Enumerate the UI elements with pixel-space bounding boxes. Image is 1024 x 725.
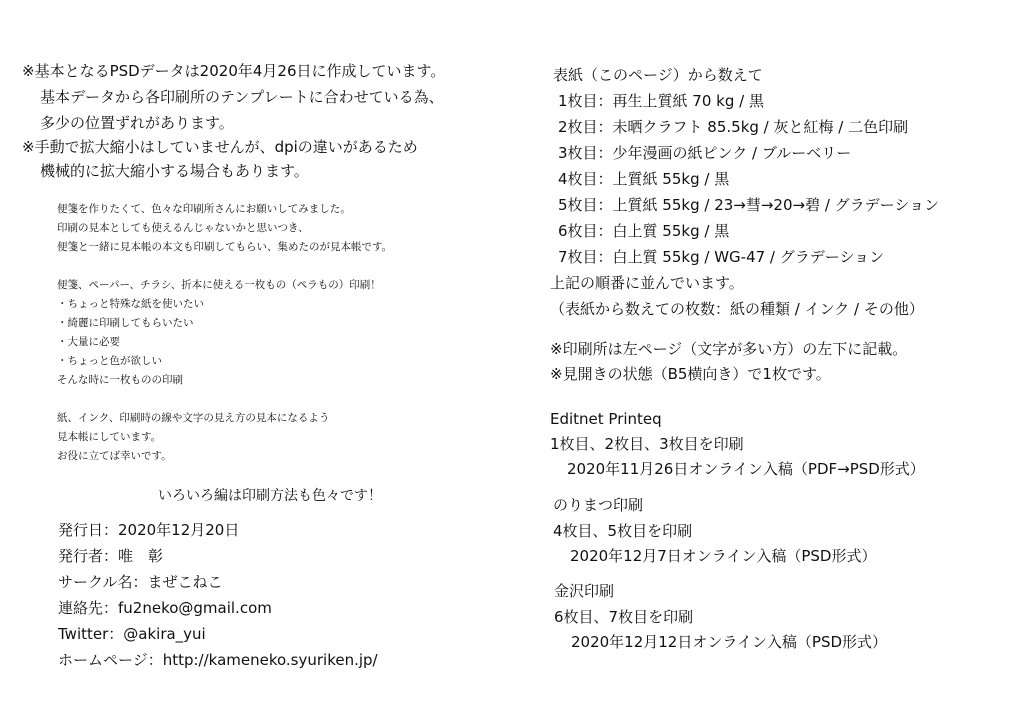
intro-line: 見本帳にしています。 <box>57 431 162 443</box>
intro-line: 印刷の見本としても使えるんじゃないかと思いつき、 <box>57 222 309 234</box>
intro-line: ・ちょっと色が欲しい <box>57 355 162 367</box>
note-line: ※手動で拡大縮小はしていませんが、dpiの違いがあるため <box>22 138 418 156</box>
sheet-item: 3枚目：少年漫画の紙ピンク / ブルーベリー <box>558 144 852 162</box>
printer-detail: 2020年11月26日オンライン入稿（PDF→PSD形式） <box>567 460 925 478</box>
intro-line: お役に立てば幸いです。 <box>57 450 172 462</box>
intro-spacer <box>57 390 392 409</box>
printer-sheets: 4枚目、5枚目を印刷 <box>553 522 693 540</box>
print-note: ※見開きの状態（B5横向き）で1枚です。 <box>550 365 831 383</box>
printer-detail: 2020年12月7日オンライン入稿（PSD形式） <box>570 547 877 565</box>
series-note: いろいろ編は印刷方法も色々です！ <box>158 488 382 504</box>
printer-sheets: 1枚目、2枚目、3枚目を印刷 <box>550 435 744 453</box>
note-line: 基本データから各印刷所のテンプレートに合わせている為、 <box>40 88 444 106</box>
colophon-date: 発行日：2020年12月20日 <box>58 521 240 539</box>
note-line: ※基本となるPSDデータは2020年4月26日に作成しています。 <box>22 62 446 80</box>
colophon-contact: 連絡先：fu2neko@gmail.com <box>58 599 272 617</box>
printer-name: Editnet Printeq <box>550 410 662 428</box>
colophon-twitter: Twitter：@akira_yui <box>58 625 206 643</box>
printer-detail: 2020年12月12日オンライン入稿（PSD形式） <box>571 633 888 651</box>
printer-sheets: 6枚目、7枚目を印刷 <box>554 608 694 626</box>
colophon-publisher: 発行者：唯 彰 <box>58 547 164 565</box>
colophon-homepage: ホームページ：http://kameneko.syuriken.jp/ <box>58 651 378 669</box>
intro-line: ・大量に必要 <box>57 336 120 348</box>
intro-line: ・綺麗に印刷してもらいたい <box>57 317 194 329</box>
note-line: 機械的に拡大縮小する場合もあります。 <box>40 162 309 180</box>
sheet-item: 2枚目：未晒クラフト 85.5kg / 灰と紅梅 / 二色印刷 <box>558 118 909 136</box>
sheet-item: 5枚目：上質紙 55kg / 23→彗→20→碧 / グラデーション <box>558 196 940 214</box>
sheet-list-header: 表紙（このページ）から数えて <box>553 66 763 84</box>
sheet-item: 7枚目：白上質 55kg / WG-47 / グラデーション <box>558 248 885 266</box>
printer-name: 金沢印刷 <box>554 582 615 600</box>
sheet-item: 6枚目：白上質 55kg / 黒 <box>558 222 730 240</box>
printer-name: のりまつ印刷 <box>553 496 644 514</box>
intro-line: 紙、インク、印刷時の線や文字の見え方の見本になるよう <box>57 412 330 424</box>
intro-spacer <box>57 257 392 276</box>
intro-line: そんな時に一枚ものの印刷 <box>57 374 183 386</box>
print-note: ※印刷所は左ページ（文字が多い方）の左下に記載。 <box>550 340 908 358</box>
intro-line: ・ちょっと特殊な紙を使いたい <box>57 298 204 310</box>
sheet-footer: 上記の順番に並んでいます。 <box>550 274 744 292</box>
sheet-list <box>550 62 940 322</box>
sheet-item: 4枚目：上質紙 55kg / 黒 <box>558 170 730 188</box>
colophon <box>58 517 378 673</box>
sheet-item: 1枚目：再生上質紙 70 kg / 黒 <box>558 92 764 110</box>
intro-text <box>57 200 392 466</box>
intro-line: 便箋、ペーパー、チラシ、折本に使える一枚もの（ペラもの）印刷！ <box>57 279 381 291</box>
note-line: 多少の位置ずれがあります。 <box>40 114 234 132</box>
colophon-circle: サークル名：まぜこねこ <box>58 573 223 591</box>
intro-line: 便箋と一緒に見本帳の本文も印刷してもらい、集めたのが見本帳です。 <box>57 241 393 253</box>
intro-line: 便箋を作りたくて、色々な印刷所さんにお願いしてみました。 <box>57 203 351 215</box>
sheet-footer: （表紙から数えての枚数：紙の種類 / インク / その他） <box>550 300 924 318</box>
